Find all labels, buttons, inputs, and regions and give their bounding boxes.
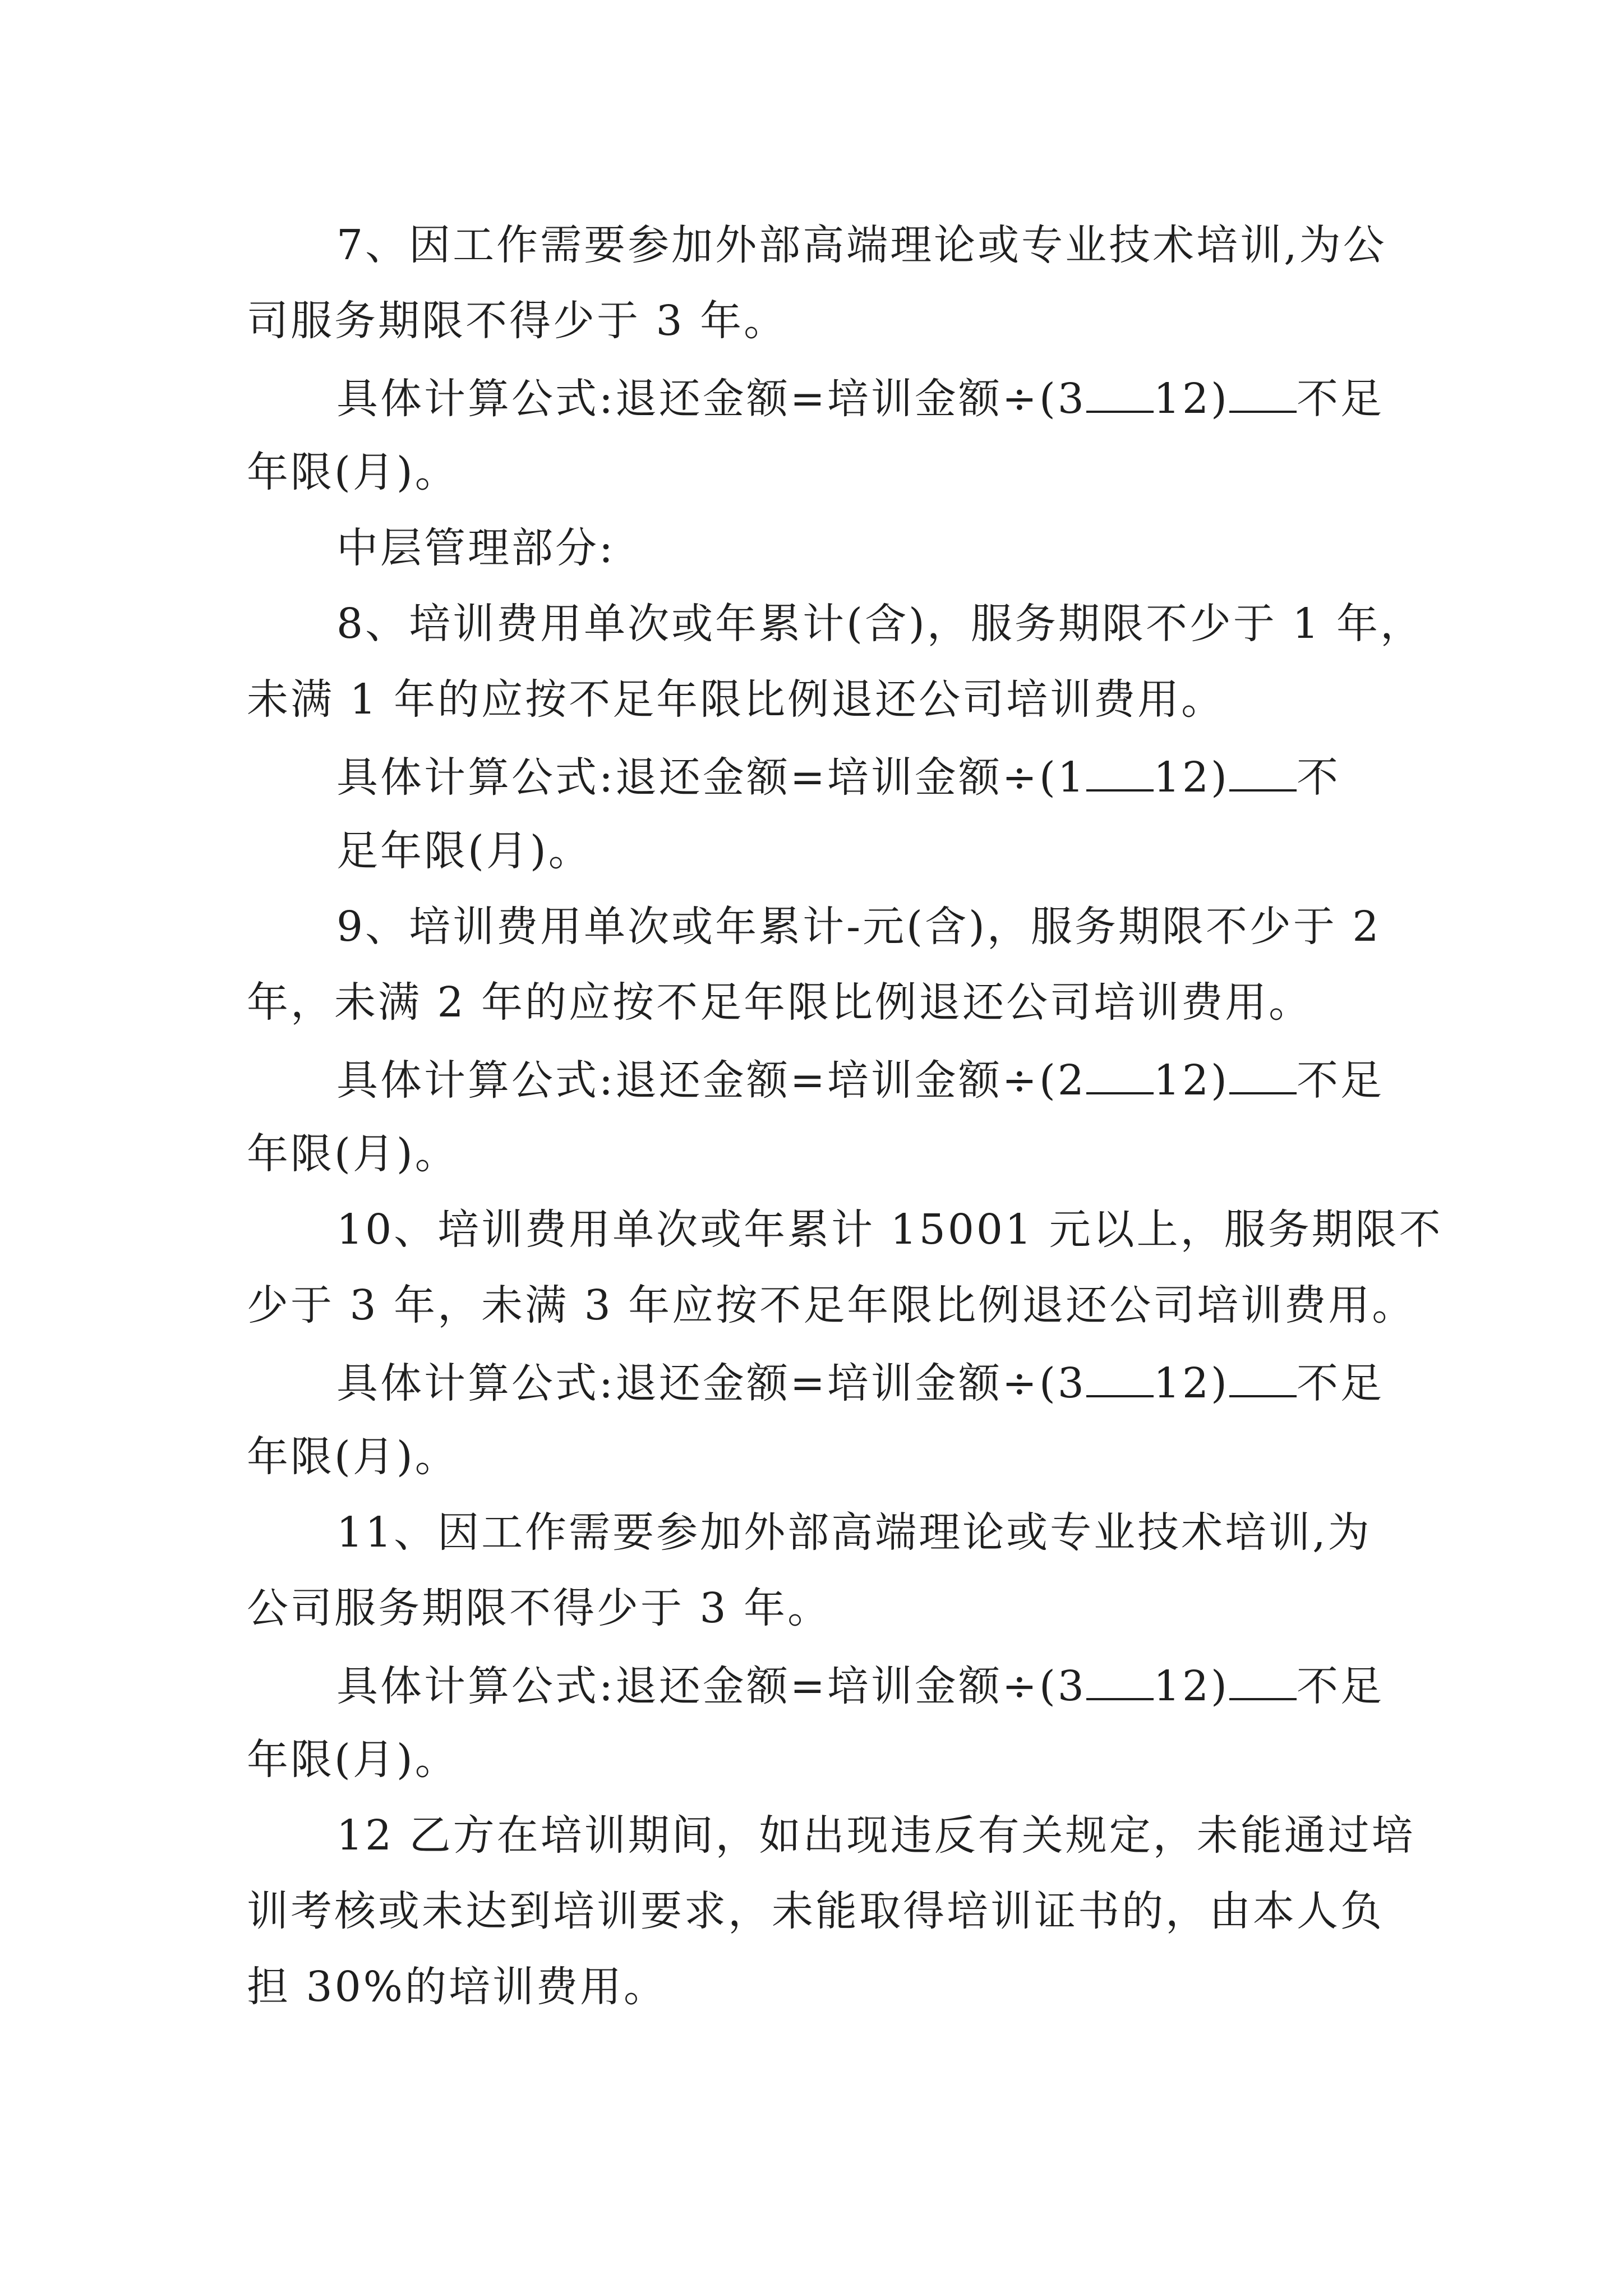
fill-blank [1086,754,1154,792]
formula-text: 具体计算公式:退还金额=培训金额÷(3 [336,375,1086,423]
item-7-line-1: 7、因工作需要参加外部高端理论或专业技术培训,为公 [336,221,1387,269]
item-10-line-2: 少于 3 年，未满 3 年应按不足年限比例退还公司培训费用。 [247,1281,1416,1329]
fill-blank [1086,1057,1154,1094]
formula-7-line-1 [336,375,1384,423]
formula-11-line-2: 年限(月)。 [247,1736,459,1784]
formula-text: 不足 [1296,1359,1384,1407]
formula-text: 具体计算公式:退还金额=培训金额÷(3 [336,1359,1086,1407]
item-12-line-2: 训考核或未达到培训要求，未能取得培训证书的，由本人负 [247,1887,1384,1935]
formula-text: 12) [1153,375,1229,423]
formula-text: 不足 [1296,1662,1384,1710]
formula-text: 具体计算公式:退还金额=培训金额÷(1 [336,753,1086,802]
formula-9-line-1 [336,1056,1384,1105]
formula-text: 12) [1153,1056,1229,1105]
formula-text: 具体计算公式:退还金额=培训金额÷(2 [336,1056,1086,1105]
section-heading-middle-management: 中层管理部分: [336,524,615,572]
item-12-line-1: 12 乙方在培训期间，如出现违反有关规定，未能通过培 [336,1811,1415,1860]
item-8-line-1: 8、培训费用单次或年累计(含)，服务期限不少于 1 年， [336,600,1424,648]
fill-blank [1086,1360,1154,1397]
fill-blank [1229,376,1297,413]
item-11-line-2: 公司服务期限不得少于 3 年。 [247,1584,832,1632]
formula-text: 具体计算公式:退还金额=培训金额÷(3 [336,1662,1086,1710]
formula-text: 12) [1153,1662,1229,1710]
fill-blank [1229,1663,1297,1700]
item-8-line-2: 未满 1 年的应按不足年限比例退还公司培训费用。 [247,675,1225,724]
formula-9-line-2: 年限(月)。 [247,1130,459,1178]
item-12-line-3: 担 30%的培训费用。 [247,1963,667,2011]
formula-text: 不足 [1296,375,1384,423]
formula-10-line-2: 年限(月)。 [247,1433,459,1481]
item-11-line-1: 11、因工作需要参加外部高端理论或专业技术培训,为 [336,1508,1372,1557]
formula-8-line-2: 足年限(月)。 [336,827,592,875]
formula-text: 不足 [1296,1056,1384,1105]
item-7-line-2: 司服务期限不得少于 3 年。 [247,297,788,345]
fill-blank [1086,1663,1154,1700]
fill-blank [1229,754,1297,792]
fill-blank [1229,1360,1297,1397]
formula-text: 不 [1296,753,1340,802]
item-9-line-1: 9、培训费用单次或年累计-元(含)，服务期限不少于 2 [336,903,1381,951]
item-10-line-1: 10、培训费用单次或年累计 15001 元以上，服务期限不 [336,1205,1443,1254]
formula-7-line-2: 年限(月)。 [247,448,459,496]
item-9-line-2: 年，未满 2 年的应按不足年限比例退还公司培训费用。 [247,978,1313,1027]
formula-text: 12) [1153,753,1229,802]
formula-8-line-1 [336,753,1340,802]
formula-text: 12) [1153,1359,1229,1407]
fill-blank [1229,1057,1297,1094]
formula-10-line-1 [336,1359,1384,1407]
fill-blank [1086,376,1154,413]
formula-11-line-1 [336,1662,1384,1710]
